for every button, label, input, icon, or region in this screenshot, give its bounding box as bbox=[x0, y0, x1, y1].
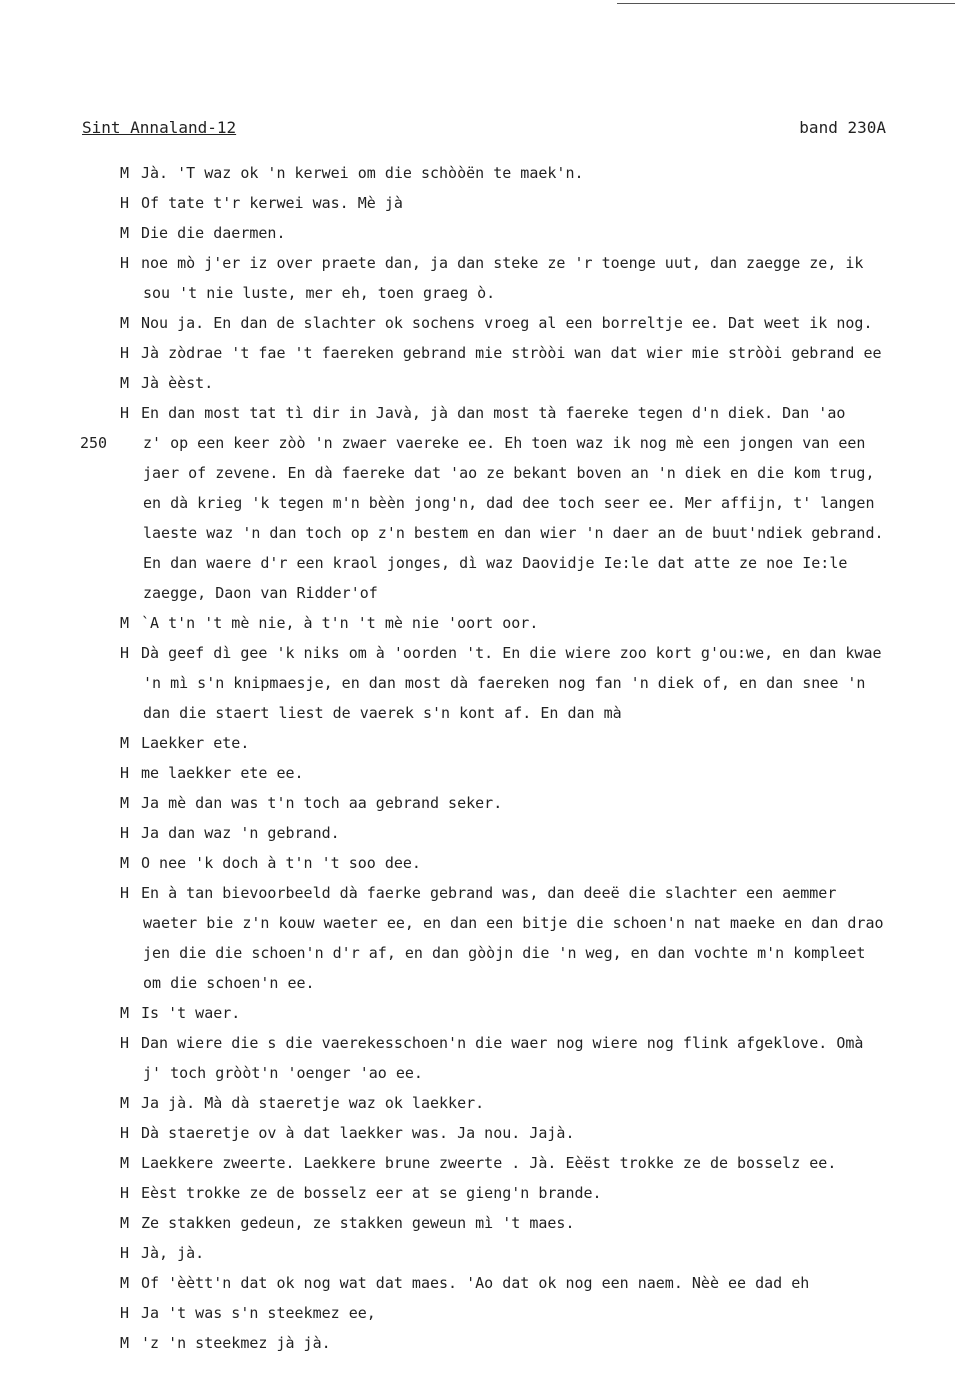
transcript-line bbox=[0, 1088, 966, 1118]
utterance-text: om die schoen'n ee. bbox=[143, 974, 315, 992]
transcript-line bbox=[0, 788, 966, 818]
transcript-line bbox=[0, 218, 966, 248]
transcript-line bbox=[0, 1208, 966, 1238]
speaker-label: H bbox=[120, 254, 130, 272]
utterance-text: Is 't waer. bbox=[141, 1004, 241, 1022]
utterance-text: Jà, jà. bbox=[141, 1244, 205, 1262]
speaker-label: H bbox=[120, 824, 130, 842]
speaker-label: H bbox=[120, 404, 130, 422]
transcript-line bbox=[0, 398, 966, 428]
speaker-label: H bbox=[120, 1184, 130, 1202]
utterance-text: me laekker ete ee. bbox=[141, 764, 304, 782]
speaker-label: M bbox=[120, 224, 130, 242]
utterance-text: sou 't nie luste, mer eh, toen graeg ò. bbox=[143, 284, 496, 302]
speaker-label: H bbox=[120, 194, 130, 212]
speaker-label: M bbox=[120, 614, 130, 632]
transcript-line bbox=[0, 548, 966, 578]
speaker-label: M bbox=[120, 1334, 130, 1352]
transcript-line bbox=[0, 698, 966, 728]
speaker-label: M bbox=[120, 1274, 130, 1292]
utterance-text: Ja dan waz 'n gebrand. bbox=[141, 824, 340, 842]
transcript-line bbox=[0, 908, 966, 938]
utterance-text: Of tate t'r kerwei was. Mè jà bbox=[141, 194, 403, 212]
transcript-line bbox=[0, 1178, 966, 1208]
utterance-text: Ze stakken gedeun, ze stakken geweun mì 't maes. bbox=[141, 1214, 575, 1232]
speaker-label: M bbox=[120, 854, 130, 872]
utterance-text: z' op een keer zòò 'n zwaer vaereke ee. Eh toen waz ik nog mè een jongen van een bbox=[143, 434, 866, 452]
transcript-line bbox=[0, 188, 966, 218]
utterance-text: Nou ja. En dan de slachter ok sochens vroeg al een borreltje ee. Dat weet ik nog. bbox=[141, 314, 873, 332]
transcript-line bbox=[0, 1268, 966, 1298]
speaker-label: H bbox=[120, 344, 130, 362]
transcript-line bbox=[0, 1298, 966, 1328]
transcript-line bbox=[0, 488, 966, 518]
utterance-text: Laekkere zweerte. Laekkere brune zweerte . Jà. Eèëst trokke ze de bosselz ee. bbox=[141, 1154, 837, 1172]
transcript-line bbox=[0, 248, 966, 278]
utterance-text: Ja jà. Mà dà staeretje waz ok laekker. bbox=[141, 1094, 485, 1112]
transcript-line bbox=[0, 158, 966, 188]
utterance-text: dan die staert liest de vaerek s'n kont af. En dan mà bbox=[143, 704, 622, 722]
speaker-label: H bbox=[120, 764, 130, 782]
utterance-text: j' toch gròòt'n 'oenger 'ao ee. bbox=[143, 1064, 423, 1082]
transcript-line bbox=[0, 848, 966, 878]
transcript-line bbox=[0, 518, 966, 548]
transcript-line bbox=[0, 1058, 966, 1088]
speaker-label: M bbox=[120, 164, 130, 182]
transcript-line bbox=[0, 998, 966, 1028]
speaker-label: H bbox=[120, 644, 130, 662]
utterance-text: Jà zòdrae 't fae 't faereken gebrand mie stròòi wan dat wier mie stròòi gebrand ee bbox=[141, 344, 882, 362]
transcript-line bbox=[0, 578, 966, 608]
utterance-text: `A t'n 't mè nie, à t'n 't mè nie 'oort oor. bbox=[141, 614, 539, 632]
utterance-text: waeter bie z'n kouw waeter ee, en dan een bitje die schoen'n nat maeke en dan drao bbox=[143, 914, 884, 932]
transcript-line bbox=[0, 428, 966, 458]
transcript-line bbox=[0, 818, 966, 848]
utterance-text: Laekker ete. bbox=[141, 734, 250, 752]
utterance-text: En dan waere d'r een kraol jonges, dì waz Daovidje Ie:le dat atte ze noe Ie:le bbox=[143, 554, 848, 572]
speaker-label: M bbox=[120, 1094, 130, 1112]
transcript-line bbox=[0, 938, 966, 968]
transcript-line bbox=[0, 968, 966, 998]
transcript-lines bbox=[0, 158, 966, 1358]
utterance-text: 'z 'n steekmez jà jà. bbox=[141, 1334, 331, 1352]
speaker-label: M bbox=[120, 794, 130, 812]
utterance-text: zaegge, Daon van Ridder'of bbox=[143, 584, 378, 602]
speaker-label: H bbox=[120, 884, 130, 902]
utterance-text: 'n mì s'n knipmaesje, en dan most dà faereken nog fan 'n diek of, en dan snee 'n bbox=[143, 674, 866, 692]
utterance-text: Die die daermen. bbox=[141, 224, 286, 242]
utterance-text: Jà. 'T waz ok 'n kerwei om die schòòën te maek'n. bbox=[141, 164, 584, 182]
utterance-text: laeste waz 'n dan toch op z'n bestem en dan wier 'n daer an de buut'ndiek gebrand. bbox=[143, 524, 884, 542]
transcript-line bbox=[0, 1238, 966, 1268]
transcript-line bbox=[0, 758, 966, 788]
speaker-label: H bbox=[120, 1304, 130, 1322]
transcript-line bbox=[0, 1148, 966, 1178]
utterance-text: Dan wiere die s die vaerekesschoen'n die waer nog wiere nog flink afgeklove. Omà bbox=[141, 1034, 864, 1052]
transcript-line bbox=[0, 878, 966, 908]
speaker-label: M bbox=[120, 734, 130, 752]
utterance-text: jaer of zevene. En dà faereke dat 'ao ze bekant boven an 'n diek en die kom trug, bbox=[143, 464, 875, 482]
utterance-text: En dan most tat tì dir in Javà, jà dan most tà faereke tegen d'n diek. Dan 'ao bbox=[141, 404, 846, 422]
transcript-line bbox=[0, 1028, 966, 1058]
transcript-line bbox=[0, 668, 966, 698]
line-number: 250 bbox=[80, 434, 108, 452]
band-label: band 230A bbox=[799, 118, 886, 137]
speaker-label: M bbox=[120, 374, 130, 392]
utterance-text: jen die die schoen'n d'r af, en dan gòòjn die 'n weg, en dan vochte m'n kompleet bbox=[143, 944, 866, 962]
speaker-label: H bbox=[120, 1244, 130, 1262]
document-title: Sint Annaland-12 bbox=[82, 118, 237, 137]
speaker-label: M bbox=[120, 1004, 130, 1022]
transcript-line bbox=[0, 308, 966, 338]
utterance-text: O nee 'k doch à t'n 't soo dee. bbox=[141, 854, 421, 872]
transcript-line bbox=[0, 608, 966, 638]
transcript-line bbox=[0, 368, 966, 398]
transcript-line bbox=[0, 1328, 966, 1358]
utterance-text: Ja 't was s'n steekmez ee, bbox=[141, 1304, 376, 1322]
speaker-label: M bbox=[120, 1214, 130, 1232]
speaker-label: M bbox=[120, 1154, 130, 1172]
utterance-text: Dà staeretje ov à dat laekker was. Ja nou. Jajà. bbox=[141, 1124, 575, 1142]
transcript-line bbox=[0, 1118, 966, 1148]
speaker-label: H bbox=[120, 1124, 130, 1142]
utterance-text: Eèst trokke ze de bosselz eer at se gieng'n brande. bbox=[141, 1184, 602, 1202]
utterance-text: En à tan bievoorbeeld dà faerke gebrand was, dan deeë die slachter een aemmer bbox=[141, 884, 837, 902]
speaker-label: H bbox=[120, 1034, 130, 1052]
transcript-line bbox=[0, 728, 966, 758]
transcript-line bbox=[0, 458, 966, 488]
utterance-text: en dà krieg 'k tegen m'n bèèn jong'n, dad dee toch seer ee. Mer affijn, t' langen bbox=[143, 494, 875, 512]
transcript-line bbox=[0, 338, 966, 368]
utterance-text: Of 'èètt'n dat ok nog wat dat maes. 'Ao dat ok nog een naem. Nèè ee dad eh bbox=[141, 1274, 810, 1292]
speaker-label: M bbox=[120, 314, 130, 332]
transcript-line bbox=[0, 278, 966, 308]
top-rule bbox=[617, 3, 955, 4]
utterance-text: Ja mè dan was t'n toch aa gebrand seker. bbox=[141, 794, 503, 812]
utterance-text: Dà geef dì gee 'k niks om à 'oorden 't. En die wiere zoo kort g'ou:we, en dan kwae bbox=[141, 644, 882, 662]
utterance-text: noe mò j'er iz over praete dan, ja dan steke ze 'r toenge uut, dan zaegge ze, ik bbox=[141, 254, 864, 272]
utterance-text: Jà èèst. bbox=[141, 374, 214, 392]
transcript-line bbox=[0, 638, 966, 668]
